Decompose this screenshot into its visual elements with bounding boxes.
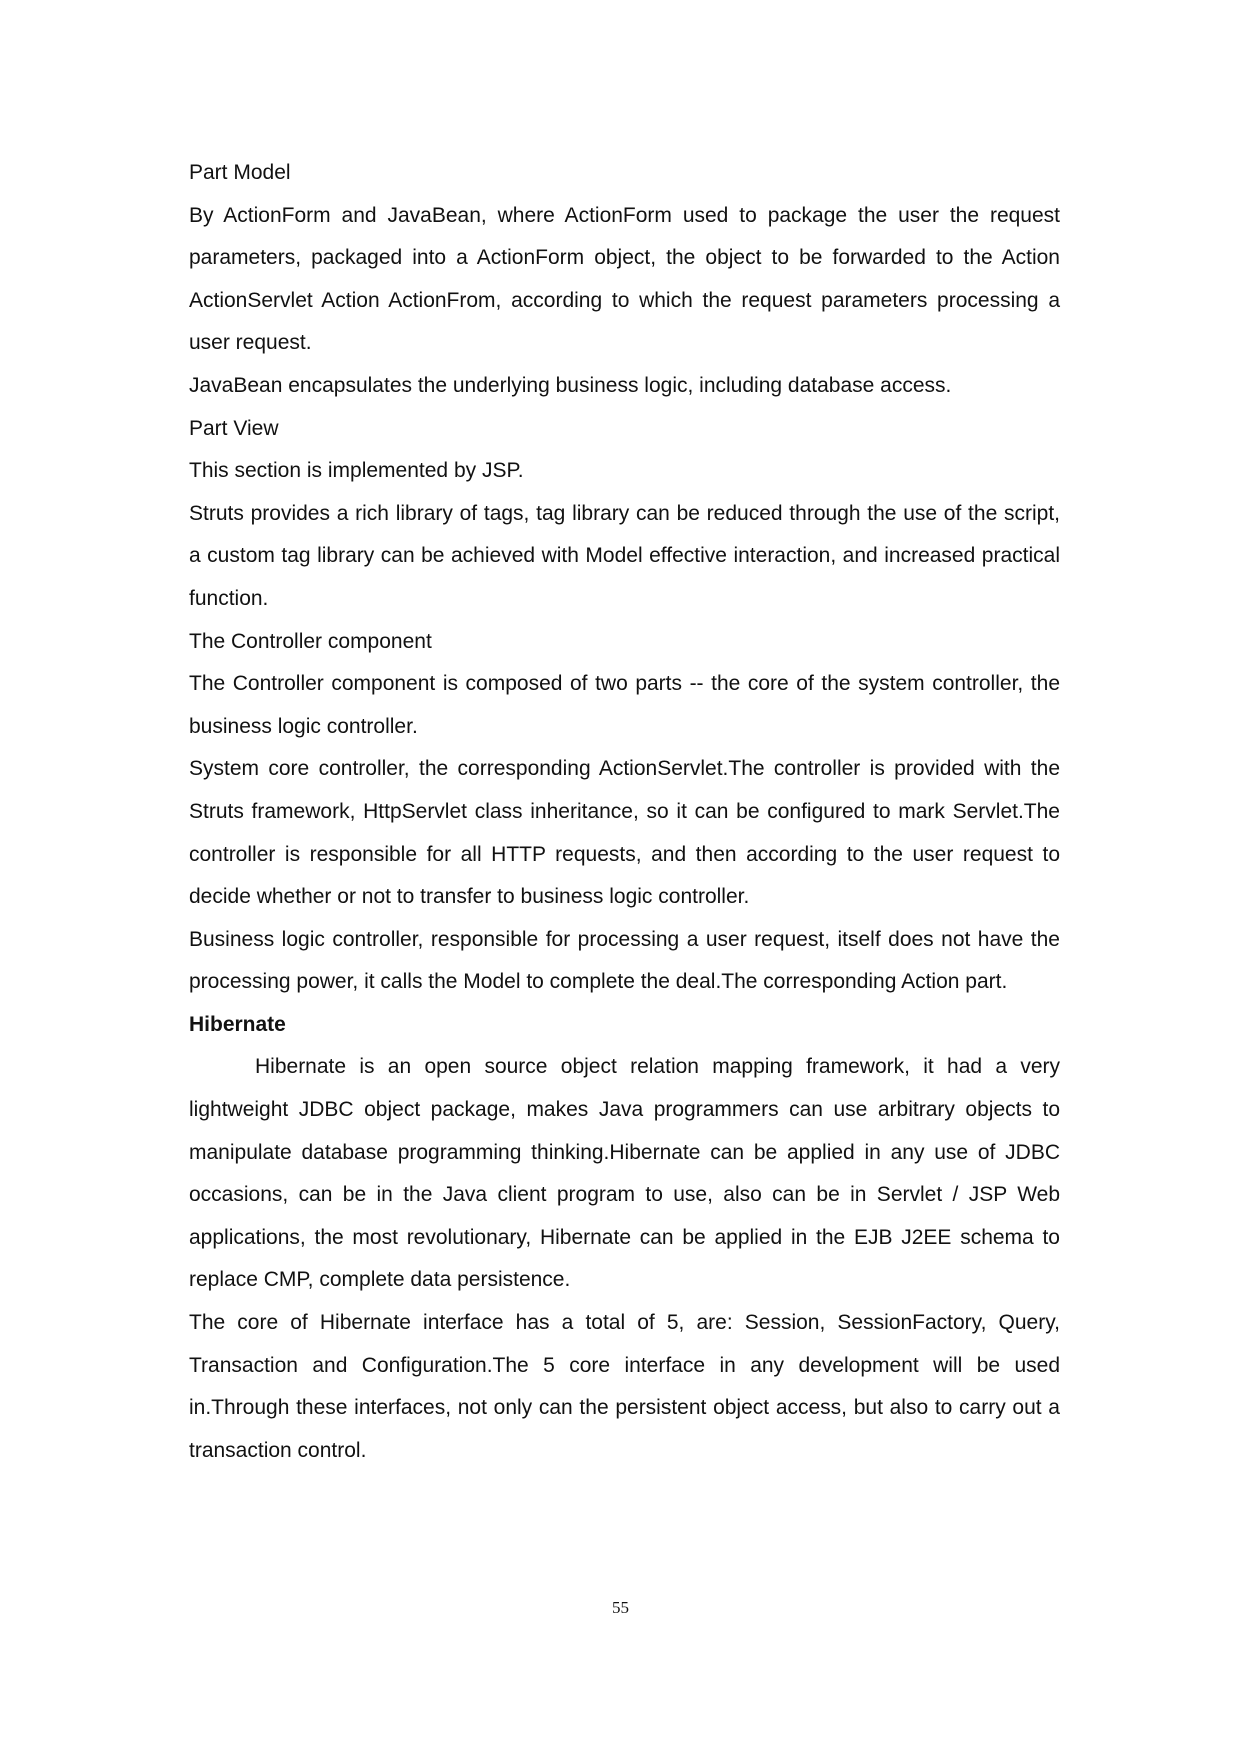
page-body	[189, 152, 1060, 1472]
paragraph-actionform: By ActionForm and JavaBean, where ActionForm used to package the user the request parameters, packaged into a ActionForm object, the object to be forwarded to the Action ActionServlet Action ActionFrom, according to which the request parameters processing a user request.	[189, 203, 1060, 355]
paragraph-hibernate-intro: Hibernate is an open source object relation mapping framework, it had a very lightweight JDBC object package, makes Java programmers can use arbitrary objects to manipulate database programming thinking.Hibernate can be applied in any use of JDBC occasions, can be in the Java client program to use, also can be in Servlet / JSP Web applications, the most revolutionary, Hibernate can be applied in the EJB J2EE schema to replace CMP, complete data persistence.	[189, 1055, 1060, 1292]
paragraph-controller-parts: The Controller component is composed of two parts -- the core of the system controller, the business logic controller.	[189, 672, 1060, 738]
section-heading-part-view: Part View	[189, 416, 279, 440]
paragraph-business-logic-controller: Business logic controller, responsible for processing a user request, itself does not have the processing power, it calls the Model to complete the deal.The corresponding Action part.	[189, 927, 1060, 994]
page-number: 55	[612, 1598, 629, 1617]
section-heading-hibernate: Hibernate	[189, 1012, 286, 1036]
paragraph-system-core-controller: System core controller, the corresponding ActionServlet.The controller is provided with the Struts framework, HttpServlet class inheritance, so it can be configured to mark Servlet.The controller is responsible for all HTTP requests, and then according to the user request to decide whether or not to transfer to business logic controller.	[189, 757, 1060, 909]
paragraph-javabean: JavaBean encapsulates the underlying business logic, including database access.	[189, 373, 952, 397]
paragraph-jsp: This section is implemented by JSP.	[189, 459, 524, 483]
paragraph-struts-tags: Struts provides a rich library of tags, tag library can be reduced through the use of the script, a custom tag library can be achieved with Model effective interaction, and increased practical function.	[189, 501, 1060, 610]
paragraph-hibernate-interfaces: The core of Hibernate interface has a total of 5, are: Session, SessionFactory, Query, Transaction and Configuration.The 5 core interface in any development will be used in.Through these interfaces, not only can the persistent object access, but also to carry out a transaction control.	[189, 1311, 1060, 1462]
section-heading-part-model: Part Model	[189, 161, 291, 184]
section-heading-controller: The Controller component	[189, 629, 432, 653]
